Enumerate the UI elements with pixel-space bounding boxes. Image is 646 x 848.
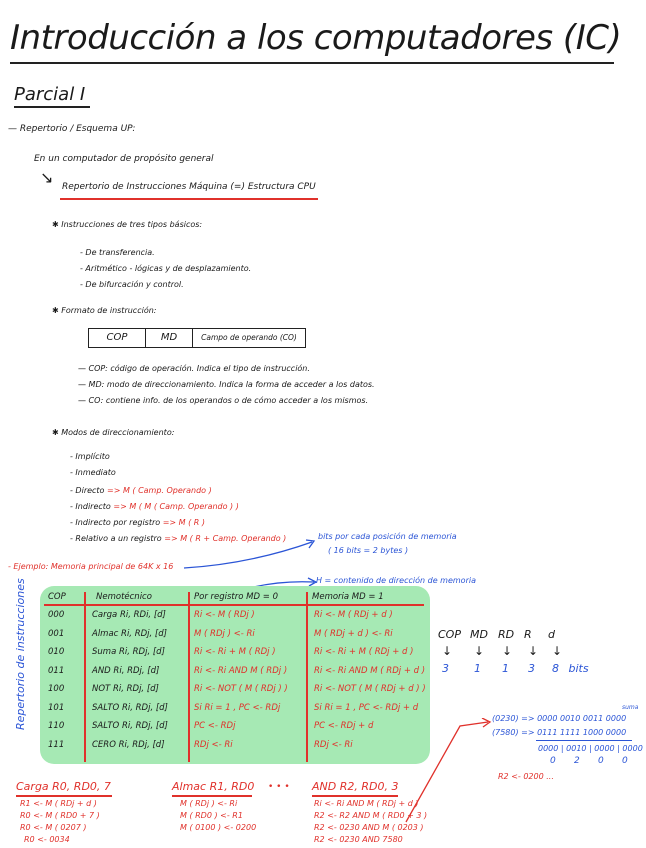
section-underline [14,106,90,108]
ellipsis: • • • [268,782,290,792]
example-3-line: R2 <- 0230 AND M ( 0203 ) [314,823,424,832]
formato-box [88,328,306,348]
table-cell: Suma Ri, RDj, [d] [92,647,165,657]
modo-item: - Indirecto por registro => M ( R ) [70,518,205,527]
table-cell: Si Ri = 1 , PC <- RDj [194,702,281,713]
table-cell: 000 [48,610,65,620]
table-cell: 100 [48,684,65,694]
bits-note-2: ( 16 bits = 2 bytes ) [328,546,409,555]
example-2-line: M ( RD0 ) <- R1 [180,811,243,820]
col-header: Por registro MD = 0 [194,592,278,602]
table-cell: NOT Ri, RDj, [d] [92,684,159,694]
title-underline [10,62,614,64]
table-divider [188,592,190,762]
table-cell: SALTO Ri, RDj, [d] [92,721,168,731]
example-3-line: R2 <- R2 AND M ( RD0 + 3 ) [314,811,428,820]
bits-note: bits por cada posición de memoria [318,532,457,541]
example-2-line: M ( RDj ) <- Ri [180,799,238,808]
example-3-line: Ri <- Ri AND M ( RDj + d ) [314,799,419,808]
table-cell: SALTO Ri, RDj, [d] [92,702,168,713]
bin-digits: 0 2 0 0 [550,756,628,766]
table-cell: 101 [48,702,65,713]
formato-heading: ✱ Formato de instrucción: [52,306,157,315]
table-cell: RDj <- Ri [194,739,233,750]
bin-note: suma [622,704,639,711]
example-3-line: R2 <- 0230 AND 7580 [314,835,403,844]
table-cell: Ri <- Ri + M ( RDj + d ) [314,647,414,657]
bin-line: 0000 | 0010 | 0000 | 0000 [538,744,643,753]
example-3-underline [312,795,398,797]
r2-line: R2 <- 0200 ... [498,772,554,781]
section-title: Parcial I [14,84,86,105]
blue-arrow-icon [180,536,320,572]
tipos-heading: ✱ Instrucciones de tres tipos básicos: [52,220,203,229]
formato-md: MD [146,329,193,347]
table-cell: Ri <- NOT ( M ( RDj ) ) [194,684,288,694]
table-cell: RDj <- Ri [314,739,353,750]
modo-item: - Indirecto => M ( M ( Camp. Operando ) ) [70,502,239,511]
example-1-line: R0 <- 0034 [24,835,70,844]
down-arrow-icons: ↓ ↓ ↓ ↓ ↓ [442,644,563,658]
table-cell: Ri <- Ri + M ( RDj ) [194,647,276,657]
table-cell: Si Ri = 1 , PC <- RDj + d [314,702,419,713]
repertorio-line: Repertorio de Instrucciones Máquina (=) Estructura CPU [62,182,316,192]
field-bits: 3 1 1 3 8 bits [442,662,589,675]
tipo-item: - De bifurcación y control. [80,280,184,289]
modos-heading: ✱ Modos de direccionamiento: [52,428,175,437]
table-cell: 110 [48,721,65,731]
table-cell: CERO Ri, RDj, [d] [92,739,165,750]
tipo-item: - Aritmético - lógicas y de desplazamiento. [80,264,252,273]
table-cell: M ( RDj + d ) <- Ri [314,628,393,639]
example-3-heading: AND R2, RD0, 3 [312,780,399,793]
page-title: Introducción a los computadores (IC) [10,18,622,58]
table-divider [306,592,308,762]
table-cell: Ri <- Ri AND M ( RDj ) [194,665,288,676]
modo-item: - Directo => M ( Camp. Operando ) [70,486,212,495]
table-cell: PC <- RDj + d [314,721,374,731]
example-1-line: R0 <- M ( 0207 ) [20,823,87,832]
table-cell: 011 [48,665,65,676]
example-1-line: R1 <- M ( RDj + d ) [20,799,97,808]
repertorio-vertical-label: Repertorio de instrucciones [14,578,27,730]
example-2-underline [172,795,252,797]
formato-cop: COP [89,329,146,347]
table-cell: Ri <- M ( RDj + d ) [314,610,393,620]
formato-desc: — MD: modo de direccionamiento. Indica la forma de acceder a los datos. [78,380,375,389]
example-2-line: M ( 0100 ) <- 0200 [180,823,257,832]
table-cell: M ( RDj ) <- Ri [194,628,255,639]
ejemplo-line: - Ejemplo: Memoria principal de 64K x 16 [8,562,174,571]
general-line: En un computador de propósito general [34,154,214,164]
table-cell: Carga Ri, RDi, [d] [92,610,166,620]
field-names: COP MD RD R d [438,628,555,641]
table-divider [84,592,86,762]
example-2-heading: Almac R1, RD0 [172,780,255,793]
h-note: H = contenido de dirección de memoria [316,576,476,585]
curved-arrow-icon: ↘ [40,168,54,187]
table-cell: Almac Ri, RDj, [d] [92,628,167,639]
col-header: Memoria MD = 1 [312,592,384,602]
formato-desc: — CO: contiene info. de los operandos o de cómo acceder a los mismos. [78,396,369,405]
example-1-heading: Carga R0, RD0, 7 [16,780,111,793]
bin-line: (0230) => 0000 0010 0011 0000 [492,714,627,723]
table-cell: Ri <- M ( RDj ) [194,610,255,620]
table-cell: 001 [48,628,65,639]
table-cell: AND Ri, RDj, [d] [92,665,160,676]
repertorio-underline [60,198,318,200]
table-cell: PC <- RDj [194,721,236,731]
table-cell: Ri <- Ri AND M ( RDj + d ) [314,665,426,676]
modo-item: - Relativo a un registro => M ( R + Camp. Operando ) [70,534,287,543]
table-header-line [44,604,424,606]
formato-co: Campo de operando (CO) [201,333,297,342]
modo-item: - Implícito [70,452,110,461]
col-header: COP [48,592,66,602]
bin-underline [536,740,632,741]
tipo-item: - De transferencia. [80,248,155,257]
table-cell: Ri <- NOT ( M ( RDj + d ) ) [314,684,426,694]
modo-item: - Inmediato [70,468,116,477]
col-header: Nemotécnico [96,592,152,602]
bin-line: (7580) => 0111 1111 1000 0000 [492,728,627,737]
table-cell: 010 [48,647,65,657]
intro-line: — Repertorio / Esquema UP: [8,124,136,134]
example-1-underline [16,795,112,797]
example-1-line: R0 <- M ( RD0 + 7 ) [20,811,100,820]
table-cell: 111 [48,739,65,750]
formato-desc: — COP: código de operación. Indica el tipo de instrucción. [78,364,310,373]
